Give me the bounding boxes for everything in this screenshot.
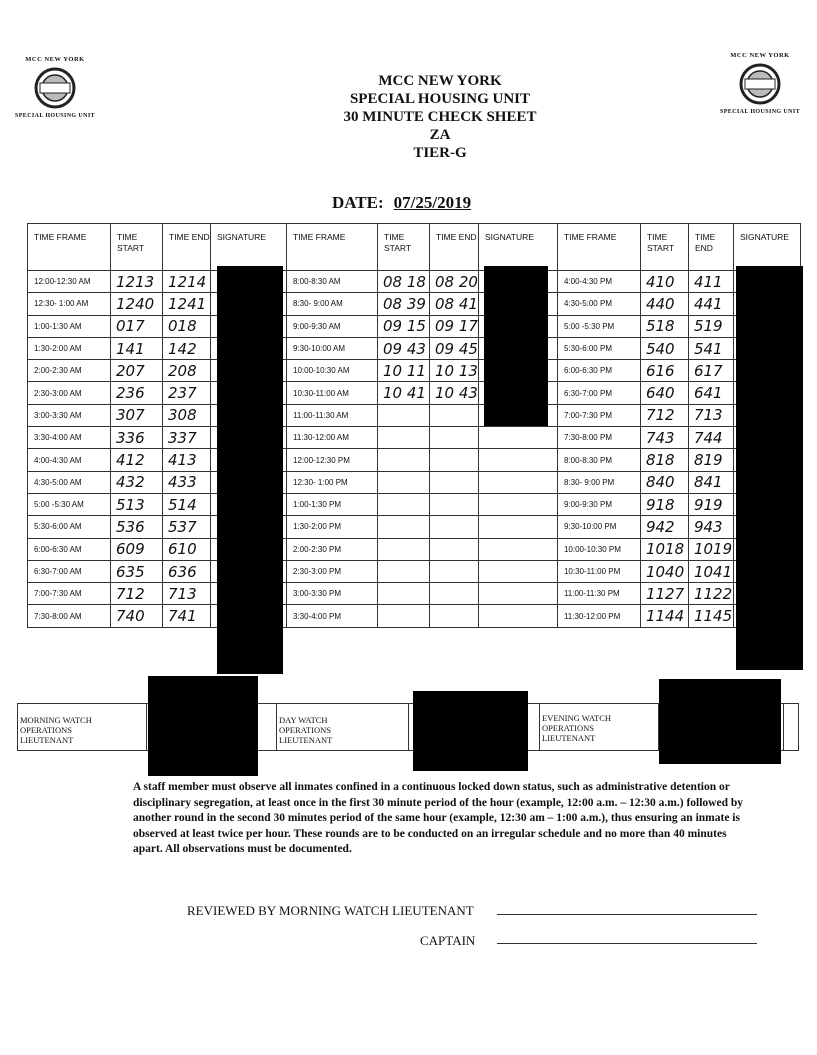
time-end-cell: 1214: [163, 271, 211, 293]
header-time-frame: TIME FRAME: [287, 224, 378, 271]
time-end-cell: 1241: [163, 293, 211, 315]
time-start-cell: 440: [640, 293, 688, 315]
time-start-cell: 513: [111, 493, 163, 515]
table-row: [28, 493, 801, 515]
time-end-cell: 514: [163, 493, 211, 515]
time-end-cell: 610: [163, 538, 211, 560]
time-start-cell: 1127: [640, 583, 688, 605]
time-frame-cell: 11:00-11:30 AM: [287, 404, 378, 426]
time-end-cell: 713: [163, 583, 211, 605]
time-start-cell: [378, 471, 430, 493]
time-frame-cell: 7:00-7:30 AM: [28, 583, 111, 605]
time-start-cell: 818: [640, 449, 688, 471]
time-end-cell: 208: [163, 360, 211, 382]
time-start-cell: 840: [640, 471, 688, 493]
time-frame-cell: 9:00-9:30 AM: [287, 315, 378, 337]
time-frame-cell: 7:30-8:00 AM: [28, 605, 111, 627]
time-end-cell: 541: [688, 337, 733, 359]
time-frame-cell: 9:00-9:30 PM: [557, 493, 640, 515]
time-end-cell: 641: [688, 382, 733, 404]
time-start-cell: 432: [111, 471, 163, 493]
time-frame-cell: 1:00-1:30 AM: [28, 315, 111, 337]
signature-cell[interactable]: [478, 605, 557, 627]
time-frame-cell: 9:30-10:00 PM: [557, 516, 640, 538]
header-time-end: TIME END: [163, 224, 211, 271]
time-start-cell: 616: [640, 360, 688, 382]
time-end-cell: 636: [163, 560, 211, 582]
redacted-signature-day: [484, 266, 548, 426]
time-end-cell: [430, 427, 479, 449]
title-line-1: MCC NEW YORK: [378, 73, 502, 89]
time-end-cell: 142: [163, 337, 211, 359]
date-label: DATE:: [332, 193, 384, 212]
table-row: [28, 471, 801, 493]
time-frame-cell: 3:00-3:30 PM: [287, 583, 378, 605]
time-end-cell: [430, 538, 479, 560]
table-row: [28, 538, 801, 560]
time-frame-cell: 3:30-4:00 AM: [28, 427, 111, 449]
shu-seal-icon: [30, 66, 80, 110]
time-end-cell: 441: [688, 293, 733, 315]
time-start-cell: 918: [640, 493, 688, 515]
logo-left-bottom-text: SPECIAL HOUSING UNIT: [14, 113, 96, 119]
reviewed-by-line[interactable]: [497, 914, 757, 915]
page-title: [300, 72, 580, 162]
time-frame-cell: 1:30-2:00 PM: [287, 516, 378, 538]
header-signature: SIGNATURE: [478, 224, 557, 271]
time-start-cell: 1040: [640, 560, 688, 582]
time-frame-cell: 2:00-2:30 AM: [28, 360, 111, 382]
time-start-cell: 410: [640, 271, 688, 293]
signature-cell[interactable]: [478, 449, 557, 471]
time-end-cell: [430, 605, 479, 627]
time-end-cell: 09 17: [430, 315, 479, 337]
time-frame-cell: 5:00 -5:30 AM: [28, 493, 111, 515]
table-row: [28, 605, 801, 627]
time-frame-cell: 7:30-8:00 PM: [557, 427, 640, 449]
time-start-cell: 412: [111, 449, 163, 471]
time-frame-cell: 3:30-4:00 PM: [287, 605, 378, 627]
time-frame-cell: 6:30-7:00 AM: [28, 560, 111, 582]
table-body: [28, 224, 801, 628]
logo-right-top-text: MCC NEW YORK: [730, 52, 790, 59]
time-end-cell: 08 20: [430, 271, 479, 293]
time-end-cell: 10 13: [430, 360, 479, 382]
time-start-cell: 942: [640, 516, 688, 538]
time-end-cell: 617: [688, 360, 733, 382]
time-start-cell: 09 43: [378, 337, 430, 359]
time-frame-cell: 12:30- 1:00 PM: [287, 471, 378, 493]
time-end-cell: [430, 516, 479, 538]
header-time-start: TIME START: [111, 224, 163, 271]
time-frame-cell: 10:30-11:00 PM: [557, 560, 640, 582]
time-start-cell: 518: [640, 315, 688, 337]
reviewed-by-label: REVIEWED BY MORNING WATCH LIEUTENANT: [187, 903, 474, 918]
time-start-cell: 10 11: [378, 360, 430, 382]
time-end-cell: [430, 493, 479, 515]
time-end-cell: 841: [688, 471, 733, 493]
time-end-cell: 411: [688, 271, 733, 293]
time-end-cell: 713: [688, 404, 733, 426]
time-end-cell: [430, 449, 479, 471]
time-start-cell: 10 41: [378, 382, 430, 404]
time-frame-cell: 4:00-4:30 PM: [557, 271, 640, 293]
time-start-cell: 740: [111, 605, 163, 627]
time-end-cell: 819: [688, 449, 733, 471]
header-time-frame: TIME FRAME: [557, 224, 640, 271]
divider: [276, 704, 277, 750]
table-header-row: [28, 224, 801, 271]
captain-signature-line[interactable]: [497, 943, 757, 944]
table-row: [28, 560, 801, 582]
time-end-cell: [430, 583, 479, 605]
table-row: [28, 271, 801, 293]
time-start-cell: [378, 516, 430, 538]
time-frame-cell: 5:00 -5:30 PM: [557, 315, 640, 337]
time-start-cell: 635: [111, 560, 163, 582]
time-start-cell: 08 18: [378, 271, 430, 293]
title-line-5: TIER-G: [413, 145, 467, 161]
time-frame-cell: 12:30- 1:00 AM: [28, 293, 111, 315]
table-row: [28, 583, 801, 605]
time-frame-cell: 2:30-3:00 PM: [287, 560, 378, 582]
time-frame-cell: 8:30- 9:00 AM: [287, 293, 378, 315]
table-row: [28, 360, 801, 382]
redacted-signature-day-lieutenant: [413, 691, 528, 771]
time-start-cell: 08 39: [378, 293, 430, 315]
time-start-cell: [378, 538, 430, 560]
time-start-cell: [378, 493, 430, 515]
evening-watch-label: EVENING WATCH OPERATIONS LIEUTENANT: [542, 713, 612, 743]
time-frame-cell: 4:00-4:30 AM: [28, 449, 111, 471]
time-frame-cell: 3:00-3:30 AM: [28, 404, 111, 426]
time-frame-cell: 4:30-5:00 AM: [28, 471, 111, 493]
time-frame-cell: 5:30-6:00 AM: [28, 516, 111, 538]
time-frame-cell: 8:00-8:30 AM: [287, 271, 378, 293]
time-end-cell: [430, 404, 479, 426]
time-end-cell: 337: [163, 427, 211, 449]
time-start-cell: [378, 404, 430, 426]
time-end-cell: 018: [163, 315, 211, 337]
table-row: [28, 315, 801, 337]
time-start-cell: 712: [111, 583, 163, 605]
time-start-cell: 1144: [640, 605, 688, 627]
header-time-start: TIME START: [640, 224, 688, 271]
logo-left: [0, 56, 110, 119]
logo-left-top-text: MCC NEW YORK: [25, 56, 85, 63]
captain-label: CAPTAIN: [420, 933, 476, 948]
time-end-cell: 433: [163, 471, 211, 493]
redacted-signature-morning: [217, 266, 283, 674]
time-end-cell: 919: [688, 493, 733, 515]
time-frame-cell: 1:30-2:00 AM: [28, 337, 111, 359]
header-signature: SIGNATURE: [211, 224, 287, 271]
redacted-signature-morning-lieutenant: [148, 676, 258, 776]
time-frame-cell: 10:30-11:00 AM: [287, 382, 378, 404]
time-frame-cell: 8:30- 9:00 PM: [557, 471, 640, 493]
table-row: [28, 516, 801, 538]
time-frame-cell: 2:30-3:00 AM: [28, 382, 111, 404]
header-time-start: TIME START: [378, 224, 430, 271]
time-start-cell: 236: [111, 382, 163, 404]
time-end-cell: 308: [163, 404, 211, 426]
table-row: [28, 427, 801, 449]
time-start-cell: 1018: [640, 538, 688, 560]
time-start-cell: [378, 449, 430, 471]
table-row: [28, 293, 801, 315]
time-start-cell: 09 15: [378, 315, 430, 337]
date-row: [332, 193, 471, 213]
time-frame-cell: 6:00-6:30 AM: [28, 538, 111, 560]
time-start-cell: 743: [640, 427, 688, 449]
table-row: [28, 337, 801, 359]
morning-watch-label: MORNING WATCH OPERATIONS LIEUTENANT: [20, 715, 92, 745]
time-frame-cell: 5:30-6:00 PM: [557, 337, 640, 359]
title-line-4: ZA: [429, 127, 451, 143]
signature-cell[interactable]: [478, 471, 557, 493]
time-start-cell: 712: [640, 404, 688, 426]
shu-seal-icon: [735, 62, 785, 106]
time-frame-cell: 1:00-1:30 PM: [287, 493, 378, 515]
table-row: [28, 449, 801, 471]
time-start-cell: 609: [111, 538, 163, 560]
header-signature: SIGNATURE: [733, 224, 800, 271]
time-end-cell: 1041: [688, 560, 733, 582]
table-row: [28, 382, 801, 404]
time-start-cell: 207: [111, 360, 163, 382]
divider: [408, 704, 409, 750]
time-frame-cell: 11:30-12:00 PM: [557, 605, 640, 627]
signature-cell[interactable]: [478, 538, 557, 560]
time-end-cell: 413: [163, 449, 211, 471]
time-frame-cell: 11:30-12:00 AM: [287, 427, 378, 449]
time-frame-cell: 12:00-12:30 PM: [287, 449, 378, 471]
time-end-cell: [430, 560, 479, 582]
time-end-cell: 1019: [688, 538, 733, 560]
signature-cell[interactable]: [478, 516, 557, 538]
signature-cell[interactable]: [478, 583, 557, 605]
time-end-cell: 237: [163, 382, 211, 404]
instructions-paragraph: A staff member must observe all inmates confined in a continuous locked down status, such as administrative detention or disciplinary segregation, at least once in the first 30 minute period of the hour (example, 12:00 a.m. – 12:30 a.m.) followed by another round in the second 30 minutes period of the same hour (example, 12:30 am – 1:00 a.m.), thus ensuring an inmate is observed at least twice per hour. These rounds are to be conducted on an irregular schedule and no more than 40 minutes apart. All observations must be documented.: [133, 781, 743, 855]
time-frame-cell: 10:00-10:30 AM: [287, 360, 378, 382]
time-start-cell: 536: [111, 516, 163, 538]
time-start-cell: [378, 560, 430, 582]
logo-right-bottom-text: SPECIAL HOUSING UNIT: [719, 109, 801, 115]
time-start-cell: 1213: [111, 271, 163, 293]
time-start-cell: [378, 605, 430, 627]
time-start-cell: [378, 583, 430, 605]
time-frame-cell: 11:00-11:30 PM: [557, 583, 640, 605]
day-watch-label: DAY WATCH OPERATIONS LIEUTENANT: [279, 715, 333, 745]
time-start-cell: 336: [111, 427, 163, 449]
title-line-2: SPECIAL HOUSING UNIT: [349, 91, 531, 107]
time-frame-cell: 8:00-8:30 PM: [557, 449, 640, 471]
table-row: [28, 404, 801, 426]
time-start-cell: 640: [640, 382, 688, 404]
time-end-cell: 741: [163, 605, 211, 627]
logo-right: [705, 52, 815, 115]
title-line-3: 30 MINUTE CHECK SHEET: [343, 109, 537, 125]
time-frame-cell: 7:00-7:30 PM: [557, 404, 640, 426]
divider: [146, 704, 147, 750]
time-end-cell: 744: [688, 427, 733, 449]
time-end-cell: 1145: [688, 605, 733, 627]
time-frame-cell: 2:00-2:30 PM: [287, 538, 378, 560]
signature-cell[interactable]: [478, 560, 557, 582]
header-time-frame: TIME FRAME: [28, 224, 111, 271]
time-start-cell: 1240: [111, 293, 163, 315]
date-value: 07/25/2019: [393, 193, 472, 212]
time-frame-cell: 12:00-12:30 AM: [28, 271, 111, 293]
time-end-cell: 09 45: [430, 337, 479, 359]
time-end-cell: [430, 471, 479, 493]
time-end-cell: 537: [163, 516, 211, 538]
time-end-cell: 1122: [688, 583, 733, 605]
time-start-cell: 017: [111, 315, 163, 337]
time-frame-cell: 4:30-5:00 PM: [557, 293, 640, 315]
header-time-end: TIME END: [430, 224, 479, 271]
time-start-cell: 141: [111, 337, 163, 359]
time-end-cell: 519: [688, 315, 733, 337]
check-sheet-table: [27, 223, 801, 628]
header-time-end: TIME END: [688, 224, 733, 271]
time-end-cell: 08 41: [430, 293, 479, 315]
divider: [783, 704, 784, 750]
signature-cell[interactable]: [478, 493, 557, 515]
time-frame-cell: 6:00-6:30 PM: [557, 360, 640, 382]
time-start-cell: 540: [640, 337, 688, 359]
time-start-cell: [378, 427, 430, 449]
time-frame-cell: 9:30-10:00 AM: [287, 337, 378, 359]
signature-cell[interactable]: [478, 427, 557, 449]
redacted-signature-evening: [736, 266, 803, 670]
divider: [539, 704, 540, 750]
redacted-signature-evening-lieutenant: [659, 679, 781, 764]
time-frame-cell: 6:30-7:00 PM: [557, 382, 640, 404]
time-end-cell: 943: [688, 516, 733, 538]
time-start-cell: 307: [111, 404, 163, 426]
time-end-cell: 10 43: [430, 382, 479, 404]
time-frame-cell: 10:00-10:30 PM: [557, 538, 640, 560]
